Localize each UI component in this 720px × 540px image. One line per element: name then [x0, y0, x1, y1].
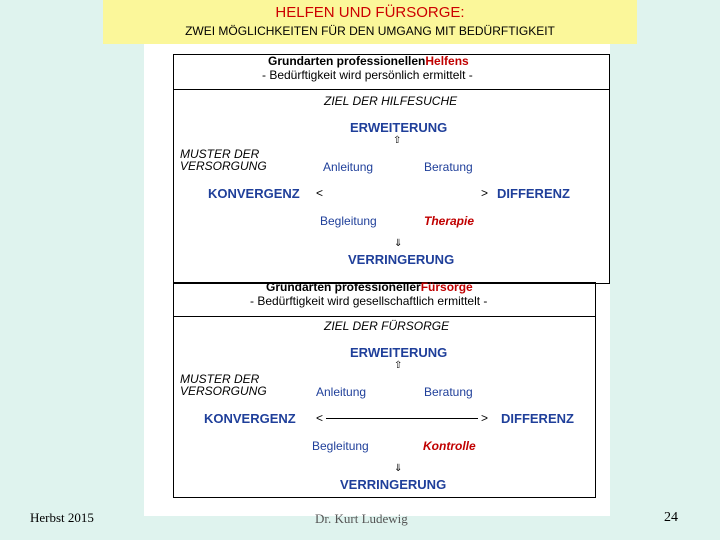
helfen-therapie: Therapie — [424, 214, 475, 228]
fuersorge-arrow-up-icon: ⇧ — [394, 360, 403, 371]
helfen-erweiterung: ERWEITERUNG — [350, 120, 448, 135]
fuersorge-differenz: DIFFERENZ — [501, 411, 574, 426]
fuersorge-muster-line2: VERSORGUNG — [180, 384, 267, 398]
helfen-differenz: DIFFERENZ — [497, 186, 570, 201]
helfen-konvergenz: KONVERGENZ — [208, 186, 300, 201]
fuersorge-heading — [266, 280, 473, 294]
helfen-arrow-right-icon: > — [481, 186, 489, 200]
footer-date: Herbst 2015 — [30, 510, 94, 525]
helfen-ziel: ZIEL DER HILFESUCHE — [324, 94, 458, 108]
fuersorge-arrow-down-icon: ⇓ — [394, 463, 403, 474]
helfen-begleitung: Begleitung — [320, 214, 377, 228]
fuersorge-arrow-left-icon: < — [316, 411, 324, 425]
helfen-arrow-down-icon: ⇓ — [394, 238, 403, 249]
helfen-heading-highlight: Helfens — [425, 54, 469, 68]
fuersorge-konvergenz: KONVERGENZ — [204, 411, 296, 426]
helfen-beratung: Beratung — [424, 160, 473, 174]
helfen-anleitung: Anleitung — [323, 160, 374, 174]
slide-title: HELFEN UND FÜRSORGE: — [275, 4, 465, 21]
footer-author: Dr. Kurt Ludewig — [315, 511, 408, 526]
fuersorge-muster — [180, 373, 267, 397]
fuersorge-muster-line1: MUSTER DER — [180, 372, 260, 386]
helfen-muster-line1: MUSTER DER — [180, 147, 260, 161]
fuersorge-subheading: - Bedürftigkeit wird gesellschaftlich ermittelt - — [250, 294, 488, 308]
helfen-heading — [268, 54, 469, 68]
fuersorge-ziel: ZIEL DER FÜRSORGE — [324, 319, 450, 333]
fuersorge-anleitung: Anleitung — [316, 385, 367, 399]
fuersorge-heading-highlight: Fürsorge — [420, 280, 473, 294]
fuersorge-verringerung: VERRINGERUNG — [340, 477, 447, 492]
fuersorge-heading-prefix: Grundarten professioneller — [266, 280, 421, 294]
page-number: 24 — [664, 510, 678, 525]
slide-subtitle: ZWEI MÖGLICHKEITEN FÜR DEN UMGANG MIT BEDÜRFTIGKEIT — [185, 24, 555, 38]
helfen-muster — [180, 148, 267, 172]
helfen-muster-line2: VERSORGUNG — [180, 159, 267, 173]
helfen-subheading: - Bedürftigkeit wird persönlich ermittelt - — [262, 68, 473, 82]
helfen-verringerung: VERRINGERUNG — [348, 252, 455, 267]
helfen-arrow-left-icon: < — [316, 186, 324, 200]
helfen-heading-prefix: Grundarten professionellen — [268, 54, 426, 68]
section-fuersorge-divider — [173, 316, 595, 317]
section-helfen-divider — [173, 89, 609, 90]
diagram-panel — [144, 44, 610, 516]
fuersorge-beratung: Beratung — [424, 385, 473, 399]
fuersorge-erweiterung: ERWEITERUNG — [350, 345, 448, 360]
fuersorge-kontrolle: Kontrolle — [423, 439, 476, 453]
helfen-arrow-up-icon: ⇧ — [393, 135, 402, 146]
fuersorge-arrow-line — [326, 418, 478, 419]
title-box — [103, 0, 637, 44]
fuersorge-arrow-right-icon: > — [481, 411, 489, 425]
fuersorge-begleitung: Begleitung — [312, 439, 369, 453]
